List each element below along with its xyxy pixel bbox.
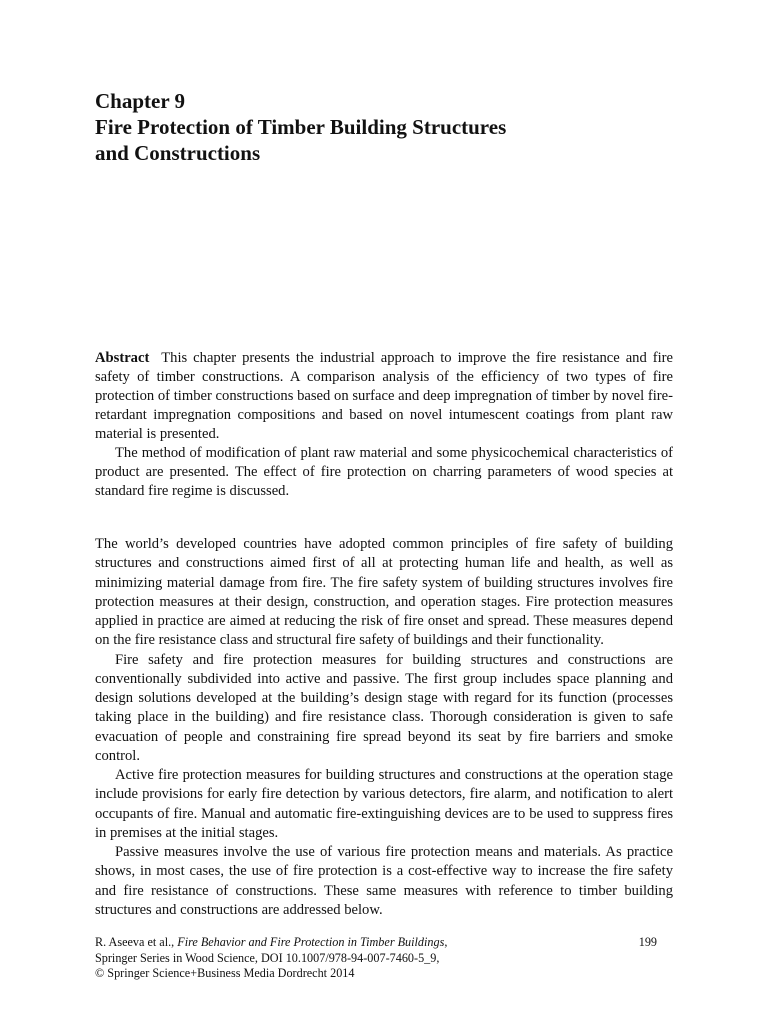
chapter-title-line2: and Constructions xyxy=(95,141,261,165)
footer-copyright: © Springer Science+Business Media Dordrecht 2014 xyxy=(95,966,355,980)
abstract-paragraph-1 xyxy=(95,349,673,444)
chapter-title-line1: Fire Protection of Timber Building Structures xyxy=(95,115,507,139)
footer-book-title: Fire Behavior and Fire Protection in Timber Buildings xyxy=(177,935,445,949)
abstract-paragraph-2: The method of modification of plant raw material and some physicochemical characteristics of product are presented. The effect of fire protection on charring parameters of wood species at standard fire regime is discussed. xyxy=(95,445,673,499)
chapter-label: Chapter 9 xyxy=(95,89,186,113)
abstract-text-1: This chapter presents the industrial approach to improve the fire resistance and fire safety of timber constructions. A comparison analysis of the efficiency of two types of fire protection of timber constructions based on surface and deep impregnation of timber by novel fire-retardant impregnation compositions and based on novel intumescent coatings from plant raw material is presented. xyxy=(95,350,673,442)
page-number: 199 xyxy=(638,935,657,949)
chapter-header xyxy=(95,88,673,166)
footer-line1-suffix: , xyxy=(444,935,448,949)
abstract-heading: Abstract xyxy=(95,350,150,366)
footer-citation-line1 xyxy=(95,935,673,951)
body-paragraph-4: Passive measures involve the use of various fire protection means and materials. As practice shows, in most cases, the use of fire protection is a cost-effective way to increase the fire safety and fire resistance of constructions. These same measures with reference to timber building structures and constructions are addressed below. xyxy=(95,844,673,918)
body-paragraph-2: Fire safety and fire protection measures for building structures and constructions are conventionally subdivided into active and passive. The first group includes space planning and design solutions developed at the building’s design stage with regard for its function (processes taking place in the building) and fire resistance class. Thorough consideration is given to safe evacuation of people and constraining fire spread beyond its seat by fire barriers and smoke control. xyxy=(95,651,673,764)
body-text xyxy=(95,535,673,920)
footer-citation-line2: Springer Series in Wood Science, DOI 10.1007/978-94-007-7460-5_9, xyxy=(95,950,440,965)
body-paragraph-1: The world’s developed countries have adopted common principles of fire safety of building structures and constructions aimed first of all at protecting human life and health, as well as minimizing material damage from fire. The fire safety system of building structures involves fire protection measures at their design, construction, and operation stages. Fire protection measures applied in practice are aimed at reducing the risk of fire onset and spread. These measures depend on the fire resistance class and structural fire safety of buildings and their functionality. xyxy=(95,536,673,649)
footer-authors: R. Aseeva et al., xyxy=(95,935,175,949)
body-paragraph-3: Active fire protection measures for building structures and constructions at the operation stage include provisions for early fire detection by various detectors, fire alarm, and notification to alert occupants of fire. Manual and automatic fire-extinguishing devices are to be used to suppress fires in premises at the initial stages. xyxy=(95,767,673,841)
abstract xyxy=(95,349,673,501)
footer xyxy=(95,935,673,982)
